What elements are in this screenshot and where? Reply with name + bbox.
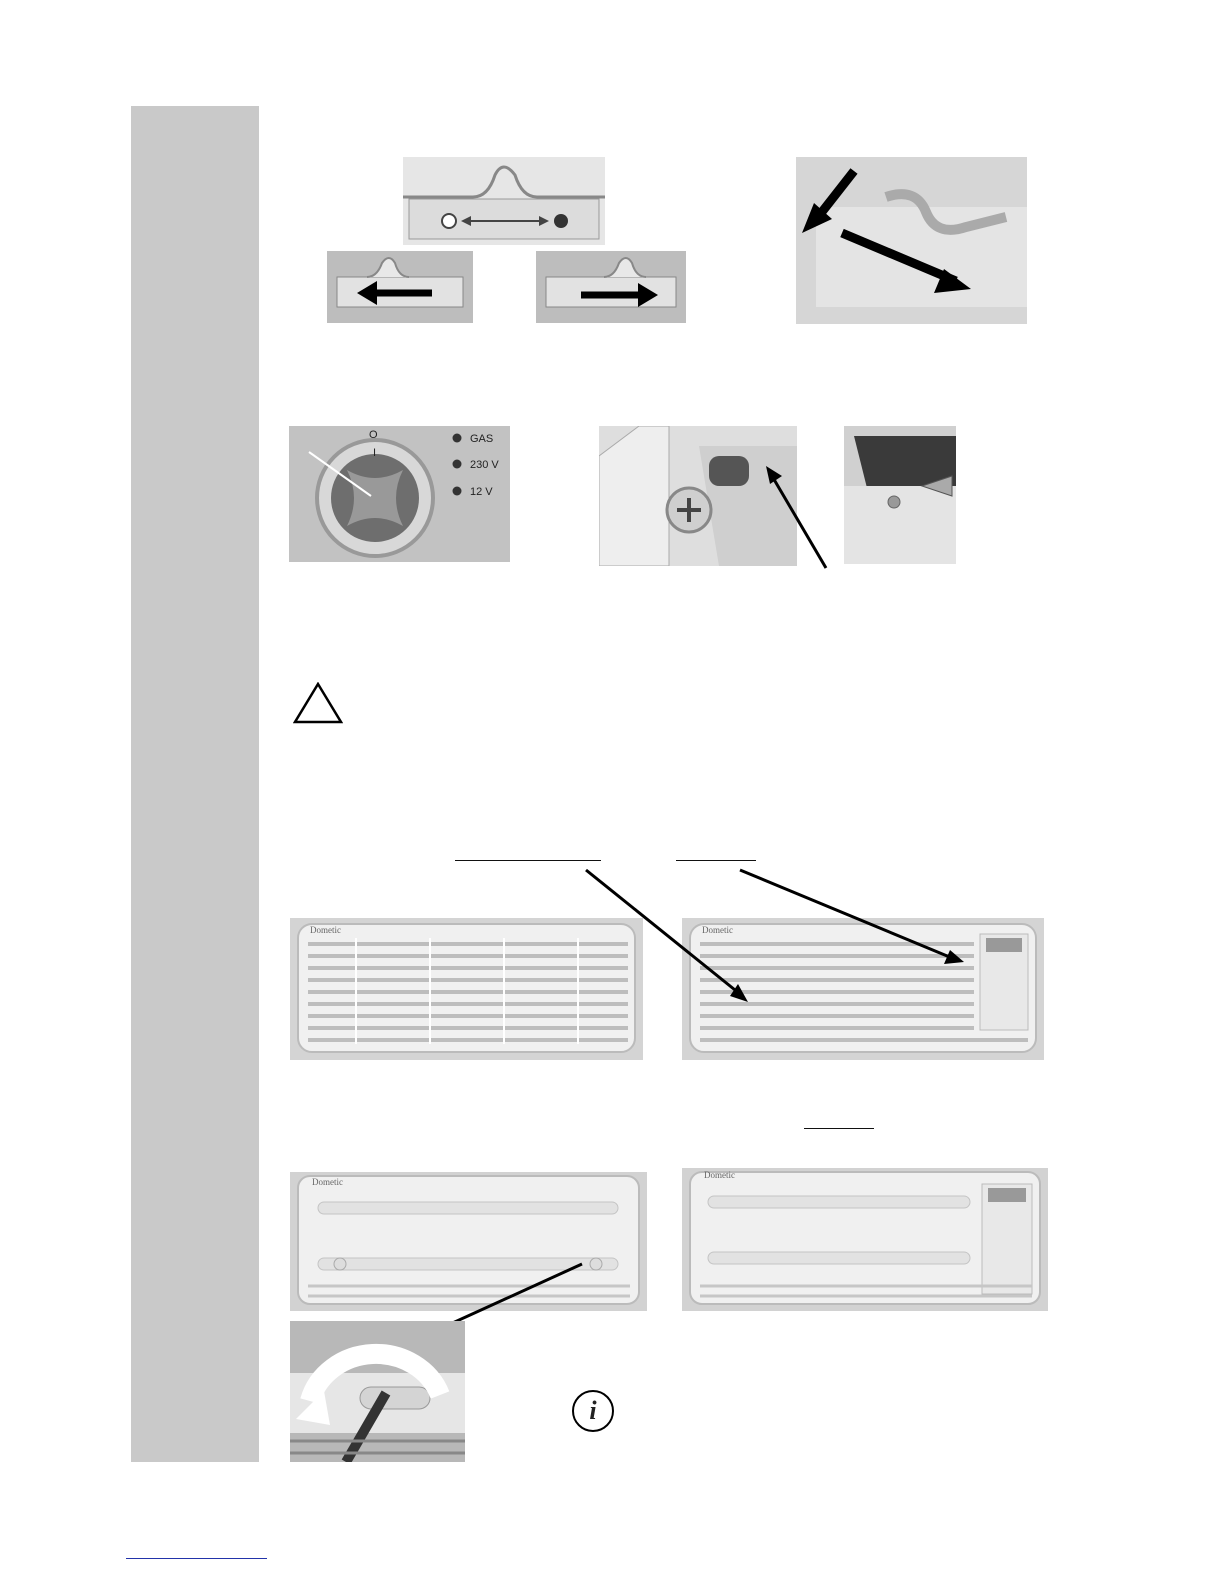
dial-mark-on: I <box>373 447 377 459</box>
slider-switch-photo <box>403 157 605 245</box>
cover-clip-icon <box>590 1258 602 1270</box>
label-gas: GAS <box>470 433 494 445</box>
slider-left-photo <box>327 251 473 323</box>
grille-pointer-arrows <box>580 862 980 1006</box>
dial-mark-off: O <box>369 429 378 441</box>
label-12v: 12 V <box>470 486 493 498</box>
brand-label: Dometic <box>704 1170 735 1180</box>
warning-triangle-icon <box>293 682 343 724</box>
underline-rule <box>676 860 756 861</box>
slider-switch-illustration <box>403 157 605 245</box>
brand-label: Dometic <box>310 925 341 935</box>
winter-cover-with-side-photo <box>682 1168 1048 1311</box>
hinge-detail-photo <box>844 426 956 564</box>
underline-rule <box>455 860 601 861</box>
on-indicator-icon <box>554 214 568 228</box>
230v-indicator-icon <box>453 460 462 469</box>
label-230v: 230 V <box>470 459 499 471</box>
brand-label: Dometic <box>702 925 733 935</box>
door-lock-photo <box>796 157 1027 324</box>
info-icon: i <box>572 1390 614 1432</box>
margin-sidebar <box>131 106 259 1462</box>
hinge-pointer-arrow <box>760 462 835 574</box>
underline-rule <box>804 1128 874 1129</box>
12v-indicator-icon <box>453 487 462 496</box>
gas-indicator-icon <box>453 434 462 443</box>
control-panel-photo <box>289 426 510 562</box>
screwdriver-detail-photo <box>290 1321 465 1462</box>
slider-right-photo <box>536 251 686 323</box>
cover-clip-icon <box>334 1258 346 1270</box>
brand-label: Dometic <box>312 1177 343 1187</box>
off-indicator-icon <box>442 214 456 228</box>
footer-link-underline <box>126 1558 267 1559</box>
